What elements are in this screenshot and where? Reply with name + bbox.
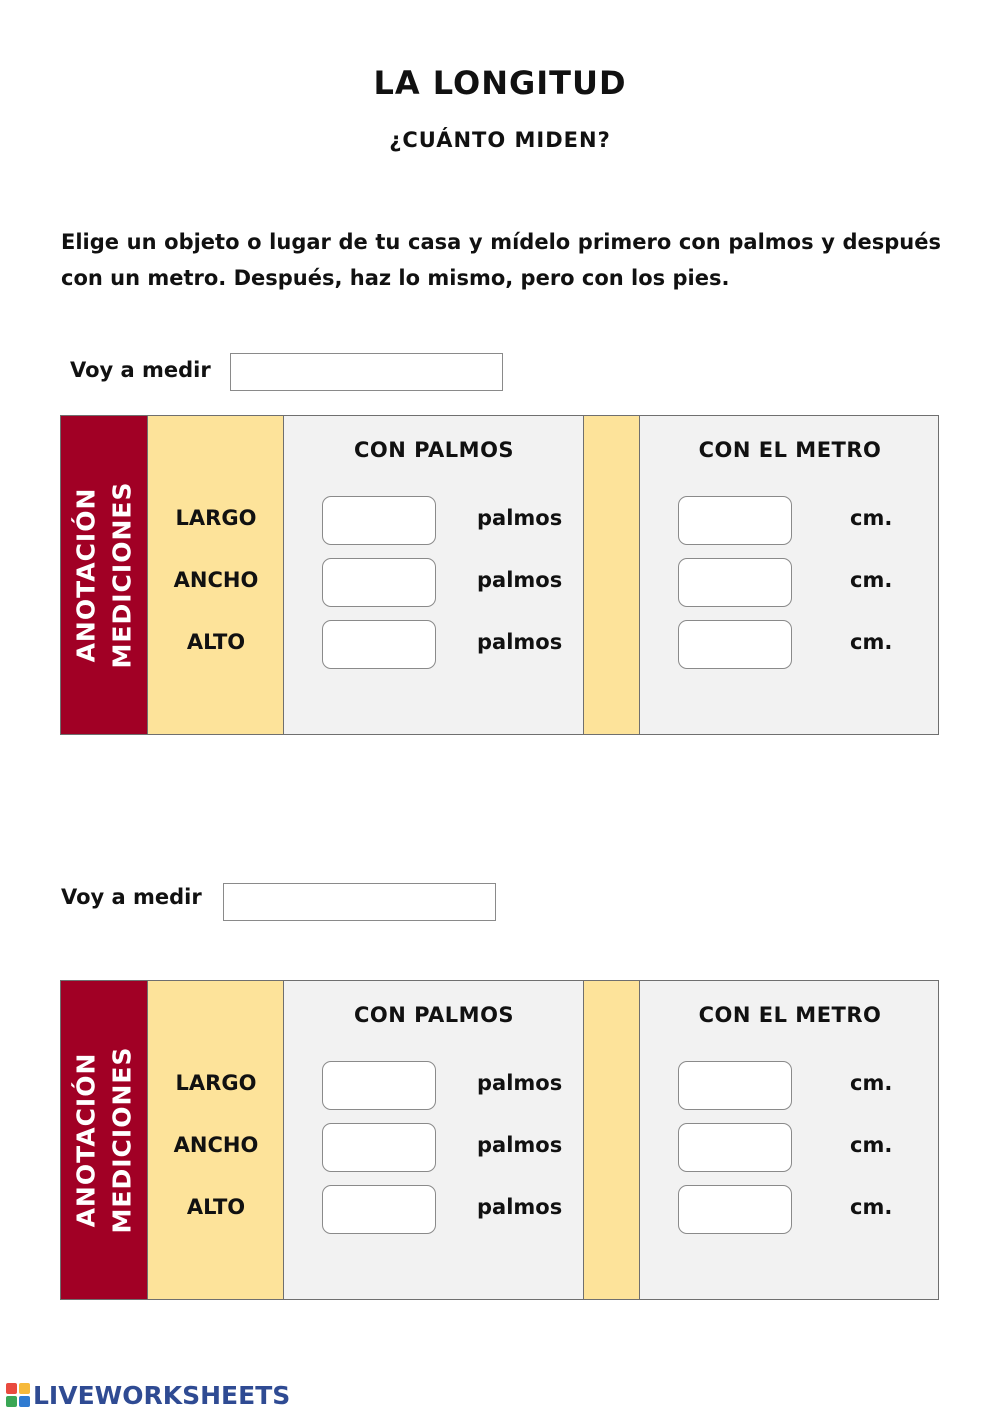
header-con-el-metro: CON EL METRO: [698, 1003, 882, 1027]
header-con-el-metro: CON EL METRO: [698, 438, 882, 462]
liveworksheets-logo: [6, 1381, 290, 1409]
unit-palmos: palmos: [477, 1071, 563, 1095]
row-label-ancho: ANCHO: [173, 568, 259, 592]
row-label-largo: LARGO: [175, 506, 257, 530]
unit-palmos: palmos: [477, 506, 563, 530]
largo-palmos-input[interactable]: [322, 496, 436, 545]
separator-column: [584, 416, 640, 734]
side-label-column: [61, 981, 148, 1299]
largo-palmos-input[interactable]: [322, 1061, 436, 1110]
ancho-metro-input[interactable]: [678, 558, 792, 607]
row-label-alto: ALTO: [186, 1195, 246, 1219]
measure-object-input-1[interactable]: [230, 353, 503, 391]
measurement-table-1: [60, 415, 939, 735]
side-label-line-1: ANOTACIÓN: [71, 487, 101, 663]
header-con-palmos: CON PALMOS: [353, 1003, 515, 1027]
page-subtitle: ¿CUÁNTO MIDEN?: [389, 128, 611, 152]
ancho-palmos-input[interactable]: [322, 558, 436, 607]
measure-object-input-2[interactable]: [223, 883, 496, 921]
unit-palmos: palmos: [477, 1133, 563, 1157]
row-label-largo: LARGO: [175, 1071, 257, 1095]
liveworksheets-logo-icon: [6, 1383, 30, 1407]
unit-cm: cm.: [850, 568, 893, 592]
alto-metro-input[interactable]: [678, 1185, 792, 1234]
alto-palmos-input[interactable]: [322, 620, 436, 669]
side-label-column: [61, 416, 148, 734]
alto-palmos-input[interactable]: [322, 1185, 436, 1234]
row-label-ancho: ANCHO: [173, 1133, 259, 1157]
side-label-line-1: ANOTACIÓN: [71, 1052, 101, 1228]
unit-cm: cm.: [850, 1195, 893, 1219]
unit-palmos: palmos: [477, 630, 563, 654]
side-label-line-2: MEDICIONES: [107, 481, 137, 669]
unit-cm: cm.: [850, 506, 893, 530]
page-title: LA LONGITUD: [373, 64, 627, 102]
measure-label-1: Voy a medir: [70, 358, 211, 382]
unit-cm: cm.: [850, 1133, 893, 1157]
row-label-alto: ALTO: [186, 630, 246, 654]
unit-cm: cm.: [850, 1071, 893, 1095]
ancho-palmos-input[interactable]: [322, 1123, 436, 1172]
measurement-table-2: [60, 980, 939, 1300]
unit-palmos: palmos: [477, 568, 563, 592]
separator-column: [584, 981, 640, 1299]
ancho-metro-input[interactable]: [678, 1123, 792, 1172]
alto-metro-input[interactable]: [678, 620, 792, 669]
largo-metro-input[interactable]: [678, 1061, 792, 1110]
largo-metro-input[interactable]: [678, 496, 792, 545]
logo-text: LIVEWORKSHEETS: [33, 1380, 291, 1410]
unit-palmos: palmos: [477, 1195, 563, 1219]
header-con-palmos: CON PALMOS: [353, 438, 515, 462]
instructions-text: Elige un objeto o lugar de tu casa y mídelo primero con palmos y después con un metro. Después, haz lo mismo, pero con los pies.: [61, 230, 941, 290]
measure-label-2: Voy a medir: [61, 885, 202, 909]
unit-cm: cm.: [850, 630, 893, 654]
side-label-line-2: MEDICIONES: [107, 1046, 137, 1234]
